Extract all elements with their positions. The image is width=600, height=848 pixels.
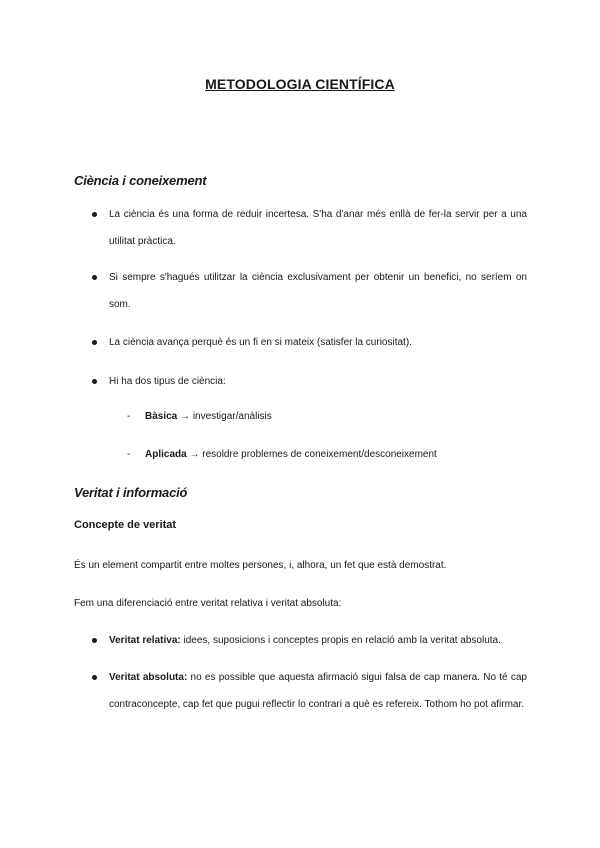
list-item-text bbox=[109, 664, 527, 718]
bullet-icon bbox=[92, 675, 97, 680]
term: Veritat absoluta: bbox=[109, 672, 188, 683]
list-item bbox=[92, 329, 527, 356]
term: Bàsica bbox=[145, 411, 178, 422]
list-item bbox=[92, 201, 527, 255]
subsection-heading: Concepte de veritat bbox=[74, 519, 177, 531]
bullet-icon bbox=[92, 212, 97, 217]
list-item-text: Si sempre s'hagués utilitzar la ciència exclusivament per obtenir un benefici, no seríem on som. bbox=[109, 272, 527, 310]
list-item bbox=[92, 264, 527, 318]
bullet-icon bbox=[92, 275, 97, 280]
bullet-icon bbox=[92, 638, 97, 643]
bullet-icon bbox=[92, 340, 97, 345]
list-item-text bbox=[109, 627, 527, 654]
section-heading-ciencia: Ciència i coneixement bbox=[74, 173, 207, 188]
bullet-icon bbox=[92, 379, 97, 384]
page-title: METODOLOGIA CIENTÍFICA bbox=[205, 76, 395, 92]
term: Aplicada bbox=[145, 449, 187, 460]
description: resoldre problemes de coneixement/desconeixement bbox=[202, 449, 437, 460]
dash-marker: - bbox=[127, 449, 131, 460]
sublist-item-basica bbox=[127, 411, 272, 422]
list-item bbox=[92, 627, 527, 654]
list-item-text: La ciència avança perquè és un fi en si mateix (satisfer la curiositat). bbox=[109, 337, 412, 348]
sublist-item-aplicada bbox=[127, 449, 437, 460]
paragraph: Fem una diferenciació entre veritat relativa i veritat absoluta: bbox=[74, 598, 342, 609]
section-heading-veritat: Veritat i informació bbox=[74, 485, 188, 500]
list-item bbox=[92, 368, 527, 395]
description: investigar/anàlisis bbox=[192, 411, 272, 422]
description: idees, suposicions i conceptes propis en relació amb la veritat absoluta. bbox=[183, 635, 501, 646]
list-item bbox=[92, 664, 527, 718]
arrow-icon: → bbox=[189, 449, 200, 460]
arrow-icon: → bbox=[180, 411, 191, 422]
dash-marker: - bbox=[127, 411, 131, 422]
paragraph: És un element compartit entre moltes persones, i, alhora, un fet que està demostrat. bbox=[74, 560, 447, 571]
list-item-text: Hi ha dos tipus de ciència: bbox=[109, 376, 226, 387]
term: Veritat relativa: bbox=[109, 635, 181, 646]
description: no es possible que aquesta afirmació sigui falsa de cap manera. No té cap contraconcepte, cap fet que pugui reflectir lo contrari a què es refereix. Tothom ho pot afirmar. bbox=[109, 672, 527, 710]
list-item-text: La ciència és una forma de reduir incertesa. S'ha d'anar més enllà de fer-la servir per a una utilitat pràctica. bbox=[109, 209, 527, 247]
